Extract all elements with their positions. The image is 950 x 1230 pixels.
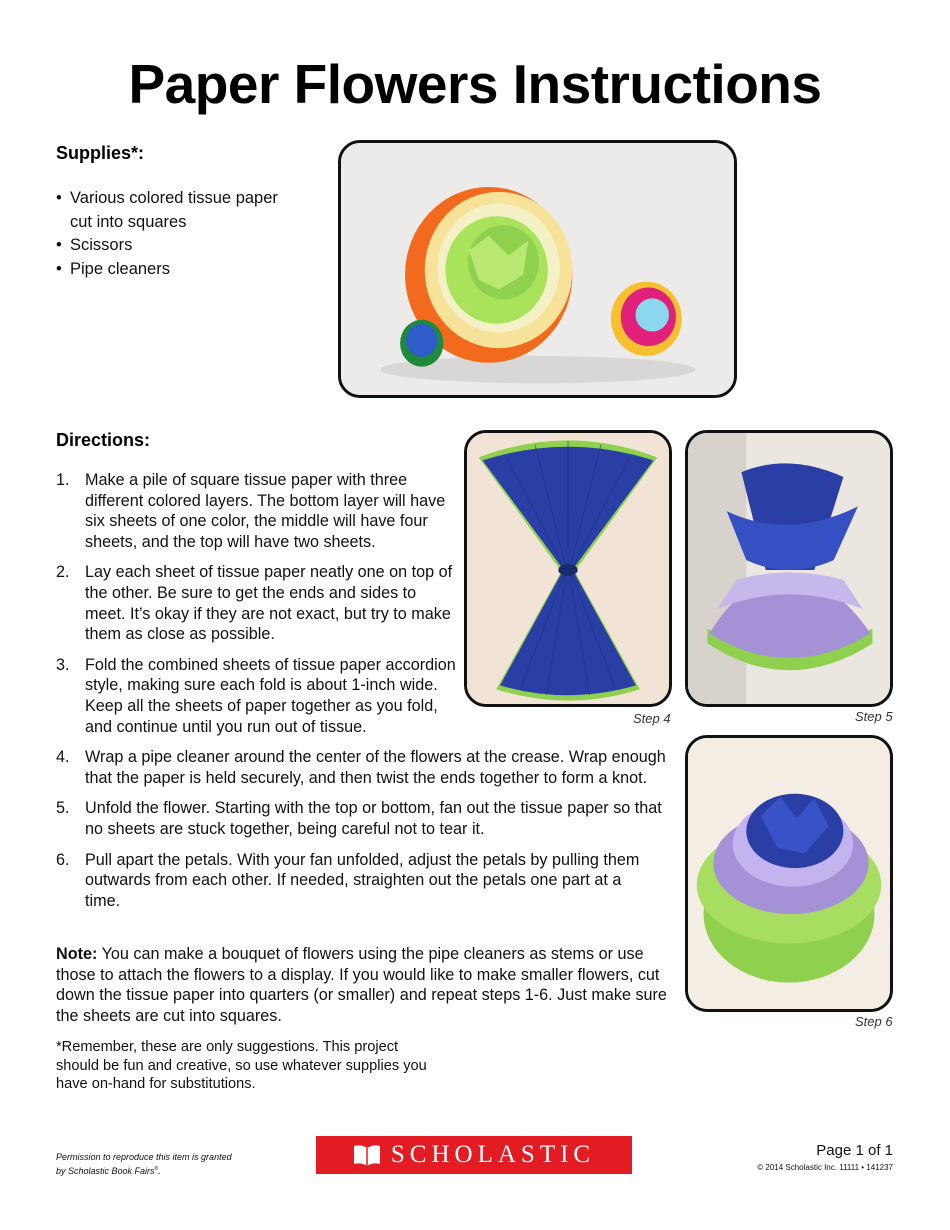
permission-line: by Scholastic Book Fairs®. — [56, 1165, 161, 1176]
step-text: Fold the combined sheets of tissue paper accordion style, making sure each fold is about 1-inch wide. Keep all the sheets of paper together as you fold, and continue until you run out of tissue. — [85, 655, 456, 736]
step-text: Unfold the flower. Starting with the top or bottom, fan out the tissue paper so that no sheets are stuck together, being careful not to tear it. — [85, 799, 662, 838]
step-6-photo — [685, 735, 893, 1012]
step-text: Wrap a pipe cleaner around the center of the flowers at the crease. Wrap enough that the paper is held securely, and then twist the ends together to form a knot. — [85, 748, 666, 787]
list-item — [56, 747, 668, 788]
logo-wordmark: SCHOLASTIC — [390, 1141, 596, 1168]
list-item: • Pipe cleaners — [56, 258, 278, 282]
list-item — [56, 470, 461, 552]
step-number: 5. — [56, 799, 70, 818]
scholastic-logo — [316, 1136, 632, 1174]
list-item: cut into squares — [70, 212, 187, 231]
step-6-caption: Step 6 — [855, 1014, 893, 1029]
step-number: 6. — [56, 850, 70, 869]
step-5-photo — [685, 430, 893, 707]
note-text: You can make a bouquet of flowers using the pipe cleaners as stems or use those to attach the flowers to a display. If you would like to make smaller flowers, cut down the tissue paper into quarters (or smaller) and repeat steps 1-6. Just make sure the sheets are cut into squares. — [56, 945, 667, 1025]
list-item: • Various colored tissue paper — [56, 187, 278, 211]
open-book-icon — [353, 1144, 381, 1166]
step-text: Make a pile of square tissue paper with three different colored layers. The bottom layer will have six sheets of one color, the middle will have four sheets, and the top will have two sheets. — [85, 471, 446, 551]
permission-line: Permission to reproduce this item is granted — [56, 1152, 232, 1162]
step-4-caption: Step 4 — [633, 711, 671, 726]
copyright-notice: © 2014 Scholastic Inc. 11111 • 141237 — [757, 1163, 893, 1172]
permission-notice — [56, 1152, 256, 1177]
supplies-heading: Supplies*: — [56, 143, 145, 163]
list-item — [56, 850, 656, 912]
list-item — [56, 562, 461, 644]
list-item: • Scissors — [56, 234, 278, 258]
step-text: Pull apart the petals. With your fan unfolded, adjust the petals by pulling them outwards from each other. If needed, straighten out the petals one part at a time. — [85, 850, 640, 910]
list-item — [56, 798, 668, 839]
page-number: Page 1 of 1 — [816, 1142, 893, 1159]
step-number: 2. — [56, 563, 70, 582]
remember-note: *Remember, these are only suggestions. This project should be fun and creative, so use whatever supplies you have on-hand for substitutions. — [56, 1039, 427, 1093]
note-paragraph — [56, 944, 668, 1026]
step-number: 3. — [56, 655, 70, 674]
step-number: 1. — [56, 471, 70, 489]
directions-heading: Directions: — [56, 430, 151, 450]
page-title: Paper Flowers Instructions — [128, 53, 822, 115]
step-text: Lay each sheet of tissue paper neatly one on top of the other. Be sure to get the ends and sides to meet. It’s okay if they are not exact, but try to make them as close as possible. — [85, 563, 453, 644]
supplies-list — [56, 187, 278, 281]
list-item — [56, 655, 468, 737]
directions-list — [56, 470, 668, 921]
step-5-caption: Step 5 — [855, 709, 893, 724]
note-label: Note: — [56, 945, 98, 963]
finished-flowers-photo — [338, 140, 737, 398]
step-number: 4. — [56, 748, 70, 767]
